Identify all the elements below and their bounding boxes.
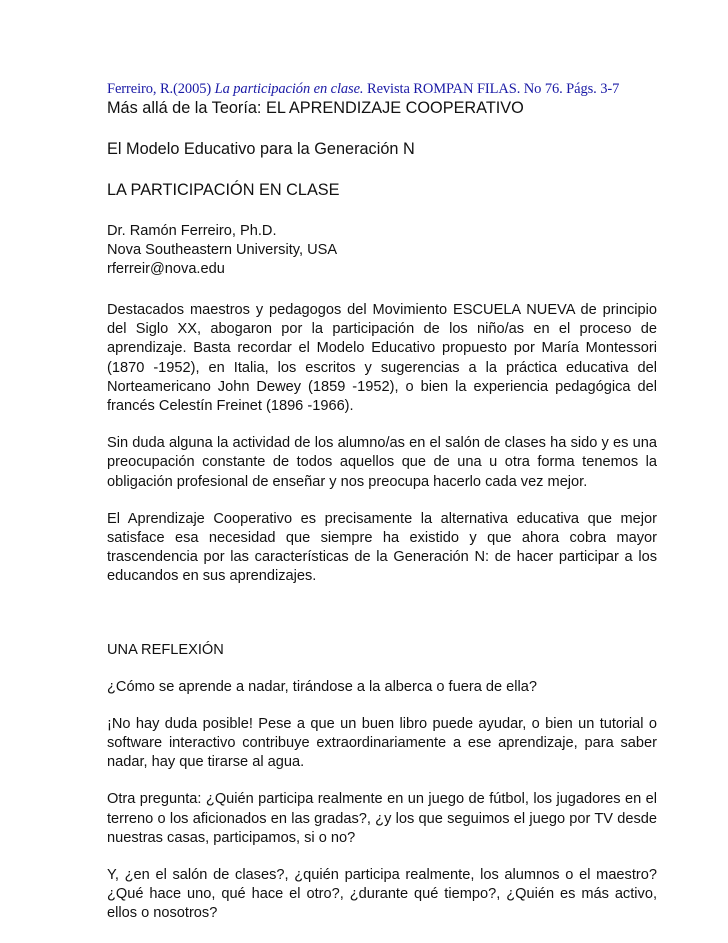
author-name: Dr. Ramón Ferreiro, Ph.D. — [107, 223, 277, 239]
author-email: rferreir@nova.edu — [107, 261, 225, 277]
reflection-paragraph: Otra pregunta: ¿Quién participa realmente en un juego de fútbol, los jugadores en el terreno o los aficionados en las gradas?, ¿y los que seguimos el juego por TV desde nuestras casas, participamos, si o no? — [107, 791, 657, 846]
citation — [107, 80, 657, 98]
main-heading: Más allá de la Teoría: EL APRENDIZAJE COOPERATIVO — [107, 99, 524, 117]
reflection-paragraph: ¡No hay duda posible! Pese a que un buen libro puede ayudar, o bien un tutorial o software interactivo contribuye extraordinariamente a ese aprendizaje, para saber nadar, hay que tirarse al agua. — [107, 715, 657, 771]
reflection-paragraph: Y, ¿en el salón de clases?, ¿quién participa realmente, los alumnos o el maestro? ¿Qué hace uno, qué hace el otro?, ¿durante qué tiempo?, ¿Quién es más activo, ellos o nosotros? — [107, 867, 657, 922]
reflection-paragraph: ¿Cómo se aprende a nadar, tirándose a la alberca o fuera de ella? — [107, 678, 537, 695]
reflection-title: UNA REFLEXIÓN — [107, 641, 224, 658]
document-page — [107, 80, 657, 924]
model-heading: El Modelo Educativo para la Generación N — [107, 140, 415, 158]
intro-paragraph: Sin duda alguna la actividad de los alumno/as en el salón de clases ha sido y es una preocupación constante de todos aquellos que de una u otra forma tenemos la obligación profesional de enseñar y nos preocupa hacerlo cada vez mejor. — [107, 435, 657, 490]
citation-title: La participación en clase. — [214, 81, 364, 97]
article-heading: LA PARTICIPACIÓN EN CLASE — [107, 181, 340, 199]
citation-suffix: Revista ROMPAN FILAS. No 76. Págs. 3-7 — [363, 81, 620, 97]
citation-prefix: Ferreiro, R.(2005) — [107, 81, 215, 97]
author-affiliation: Nova Southeastern University, USA — [107, 242, 338, 258]
intro-paragraph: El Aprendizaje Cooperativo es precisamente la alternativa educativa que mejor satisface esa necesidad que siempre ha existido y que ahora cobra mayor trascendencia por las características de la Generación N: de hacer participar a los educandos en sus aprendizajes. — [107, 510, 657, 585]
intro-paragraph: Destacados maestros y pedagogos del Movimiento ESCUELA NUEVA de principio del Siglo XX, abogaron por la participación de los niño/as en el proceso de aprendizaje. Basta recordar el Modelo Educativo propuesto por María Montessori (1870 -1952), en Italia, los escritos y sugerencias a la práctica educativa del Norteamericano John Dewey (1859 -1952), o bien la experiencia pedagógica del francés Celestín Freinet (1896 -1966). — [107, 302, 657, 415]
